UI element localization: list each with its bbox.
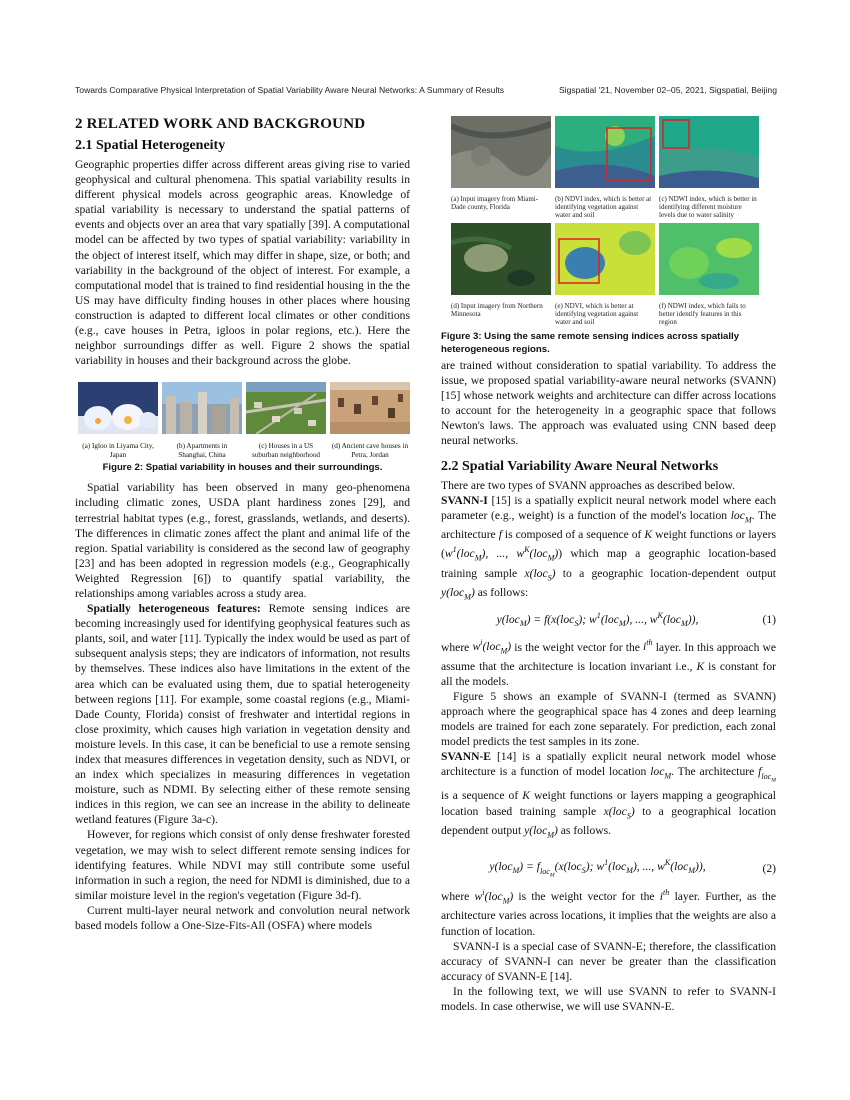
figure-3-panel-b	[555, 116, 655, 193]
figure-2-label: (c) Houses in a US suburban neighborhood	[251, 442, 321, 459]
text: is the weight vector for the	[518, 890, 655, 904]
paragraph: Spatial variability has been observed in many geo-phenomena including climatic zones, USDA plant hardiness zones [29], and terrestrial habitat types (e.g., forest, grasslands, wetlands, and deserts). The differences in climatic zones affect the plant and animal life of the region. Spatial variability is considered as the second law of geography [23] and has been adopted in regression models (e.g., Geographically Weighted Regression [6]) to quantify spatial variability, the relationships among variables across a study area.	[75, 481, 410, 600]
left-column	[75, 116, 410, 933]
text: The architecture	[441, 508, 776, 542]
paragraph: Current multi-layer neural network and convolution neural network based models follow a One-Size-Fits-All (OSFA) where models	[75, 903, 410, 933]
figure-2-label: (d) Ancient cave houses in Petra, Jordan	[331, 442, 409, 459]
figure-3-panel-e	[555, 223, 655, 300]
paragraph-body: Remote sensing indices are becoming increasingly used for identifying geophysical features such as plants, soil, and water [11]. Typically the index would be used as part of subsequent analysis steps; they are indicators of information, not results by themselves. These indices also have limitations in the extent of the area which can be evaluated using them, due to spatial heterogeneity between regions [11]. For example, some coastal regions (e.g., Miami-Dade County, Florida) consist of freshwater and intertidal regions in close proximity, which causes high variation in vegetation density and moisture levels. In this case, it can be beneficial to use a remote sensing index that measures differences in vegetation density, such as NDVI, or an index which specializes in measuring differences in vegetation moisture, such as NDMI. By selecting either of these remote sensing indices in this region, we can see an increase in the ability to delineate wetland features (Figure 3a-c).	[75, 602, 410, 827]
header-title: Towards Comparative Physical Interpretation of Spatial Variability Aware Neural Networks: A Summary of Results	[75, 85, 505, 95]
text: . The architecture	[671, 765, 759, 779]
equation-2	[441, 858, 776, 878]
paragraph: where $w^i(loc_M)$ is the weight vector for the $i^{th}$ layer. Further, as the architecture varies across locations, it implies that the weights are also a function of location.	[441, 888, 777, 938]
paragraph: However, for regions which consist of only dense freshwater forested vegetation, we may wish to select different remote sensing indices for identifying features. While NDVI may still contribute some useful information in such a region, the need for NDMI is diminished, due to a similar moisture level in the region's vegetation (Figure 3d-f).	[75, 828, 410, 902]
text: as follows.	[557, 823, 612, 837]
ndwi-miami	[659, 116, 759, 188]
subsection-title-svann: 2.2 Spatial Variability Aware Neural Networks	[441, 458, 719, 474]
figure-3-panel-d	[451, 223, 551, 300]
paragraph: are trained without consideration to spatial variability. To address the issue, we proposed spatial variability-aware neural networks (SVANN) [15] whose network weights and architecture can differ across locations to account for the heterogeneity in a geographic space that follows Newton's laws. The approach was evaluated using CNN based deep neural networks.	[441, 359, 776, 448]
figure-3	[451, 116, 776, 328]
figure-3-label: (d) Input imagery from Northern Minnesota	[451, 302, 543, 318]
equation-number: (1)	[762, 613, 776, 627]
figure-3-label: (f) NDWI index, which fails to better identify features in this region	[659, 302, 746, 326]
paragraph: There are two types of SVANN approaches as described below.	[441, 478, 735, 492]
paragraph: Geographic properties differ across different areas giving rise to varied geophysical and cultural phenomena. This spatial variability results in different physical models across geographic areas. Knowledge of spatial variability is necessary to understand the spatial patterns of events and objects over an area that vary spatially [39]. A computational model can be affected by two types of spatial variability: variability in the object of interest itself, which may differ in shape, size, or both; and variability in the background of the object of interest. For example, a computational model that is trained to find residential housing in the the US may have difficulty finding houses in other places where housing construction is adapted to different local climates or other conditions (e.g., cave houses in Petra, igloos in polar regions, etc.). Here the neighbor surroundings differ as well. Figure 2 shows the spatial variability in houses and their background across the globe.	[75, 158, 410, 368]
right-column	[441, 116, 776, 1014]
igloo-photo	[78, 382, 158, 434]
text: layer. Further, as the architecture varies across locations, it implies that the weights are also a function of location.	[441, 890, 777, 938]
paragraph-svann-i: SVANN-I [15] is a spatially explicit neural network model where each parameter (e.g., weight) is a function of the model's location loc$_M$. The architecture f is composed of a sequence of K weight functions or layers ($w^1(loc_M)$, ..., $w^K(loc_M)$) which map a geographic location-based training sample x(loc$_S$) to a geographic location-dependent output y(loc$_M$) as follows:	[441, 493, 777, 602]
text: weight functions or layers mapping a geographical location based training sample	[441, 789, 776, 818]
paragraph-lead: Spatially heterogeneous features:	[87, 602, 261, 616]
paragraph	[75, 601, 410, 827]
text: layer. In this approach we assume that the architecture is location invariant i.e.,	[441, 640, 776, 673]
figure-3-label: (a) Input imagery from Miami-Dade county, Florida	[451, 195, 539, 211]
paragraph-svann-e: SVANN-E [14] is a spatially explicit neural network model whose architecture is a function of model location loc$_M$. The architecture $f_{loc_M}$ is a sequence of K weight functions or layers mapping a geographical location based training sample x(loc$_S$) to a geographical location dependent output y(loc$_M$) as follows.	[441, 750, 776, 840]
text: to a geographical location dependent output	[441, 804, 776, 837]
paragraph: In the following text, we will use SVANN to refer to SVANN-I models. In case otherwise, we will use SVANN-E.	[441, 984, 776, 1013]
figure-2-panel-b	[162, 382, 242, 459]
text: [15] is a spatially explicit neural network model where each parameter (e.g., weight) is a function of the model's location	[441, 493, 776, 522]
subsection-title-spatial-heterogeneity: 2.1 Spatial Heterogeneity	[75, 138, 226, 153]
figure-2-label: (b) Apartments in Shanghai, China	[176, 442, 228, 459]
ndwi-minnesota	[659, 223, 759, 295]
ndvi-minnesota	[555, 223, 655, 295]
figure-2-caption: Figure 2: Spatial variability in houses and their surroundings.	[102, 462, 383, 474]
text: ) which map a geographic location-based training sample	[441, 547, 776, 580]
section-title: 2 RELATED WORK AND BACKGROUND	[75, 116, 366, 132]
figure-2	[78, 382, 410, 459]
figure-3-panel-c	[659, 116, 759, 193]
figure-3-label: (e) NDVI, which is better at identifying vegetation against water and soil	[555, 302, 639, 326]
equation-body: $y(loc_M) = f_{loc_M}(x(loc_S)$; $w^1(loc_M)$, ..., $w^K(loc_M)$),	[489, 858, 706, 879]
text: is composed of a sequence of	[501, 528, 645, 542]
term-svann-i: SVANN-I	[441, 493, 488, 507]
equation-number: (2)	[762, 861, 776, 875]
figure-2-panel-c	[246, 382, 326, 459]
text: as follows:	[474, 585, 529, 599]
figure-3-panel-f	[659, 223, 759, 300]
text: is the weight vector for the	[514, 640, 640, 654]
figure-2-panel-d	[330, 382, 410, 459]
text: to a geographic location-dependent output	[555, 566, 777, 580]
header-venue: Sigspatial '21, November 02–05, 2021, Sigspatial, Beijing	[558, 85, 777, 95]
cave-houses-photo	[330, 382, 410, 434]
paragraph: Figure 5 shows an example of SVANN-I (termed as SVANN) approach where the geographical space has 4 zones and deep learning models are trained for each zone separately. For prediction, each zonal model predicts the test samples in its zone.	[441, 689, 776, 749]
equation-body: y(loc$_M$) = f(x(loc$_S$); $w^1(loc_M)$, ..., $w^K(loc_M)$),	[496, 611, 699, 629]
paragraph: where $w^i(loc_M)$ is the weight vector for the $i^{th}$ layer. In this approach we assume that the architecture is location invariant i.e., K is constant for all the models.	[441, 638, 776, 688]
equation-1	[441, 611, 776, 628]
text: is a sequence of	[441, 789, 523, 803]
figure-2-label: (a) Igloo in Liyama City, Japan	[82, 442, 154, 459]
miami-imagery	[451, 116, 551, 188]
text: [14] is a spatially explicit neural network model whose architecture is a function of model location	[441, 750, 776, 779]
suburban-houses-photo	[246, 382, 326, 434]
term-svann-e: SVANN-E	[441, 750, 492, 764]
figure-3-label: (b) NDVI index, which is better at identifying vegetation against water and soil	[555, 195, 652, 219]
text: is constant for all the models.	[441, 659, 776, 688]
apartments-photo	[162, 382, 242, 434]
figure-3-caption: Figure 3: Using the same remote sensing indices across spatially heterogeneous regions.	[441, 331, 740, 355]
figure-2-panel-a	[78, 382, 158, 459]
running-header	[75, 85, 777, 95]
text: weight functions or layers (	[441, 528, 777, 561]
figure-3-label: (c) NDWI index, which is better in identifying different moisture levels due to water salinity	[659, 195, 757, 219]
figure-3-panel-a	[451, 116, 551, 193]
minnesota-imagery	[451, 223, 551, 295]
paragraph: SVANN-I is a special case of SVANN-E; therefore, the classification accuracy of SVANN-I can never be greater than the classification accuracy of SVANN-E [14].	[441, 939, 776, 983]
ndvi-miami	[555, 116, 655, 188]
